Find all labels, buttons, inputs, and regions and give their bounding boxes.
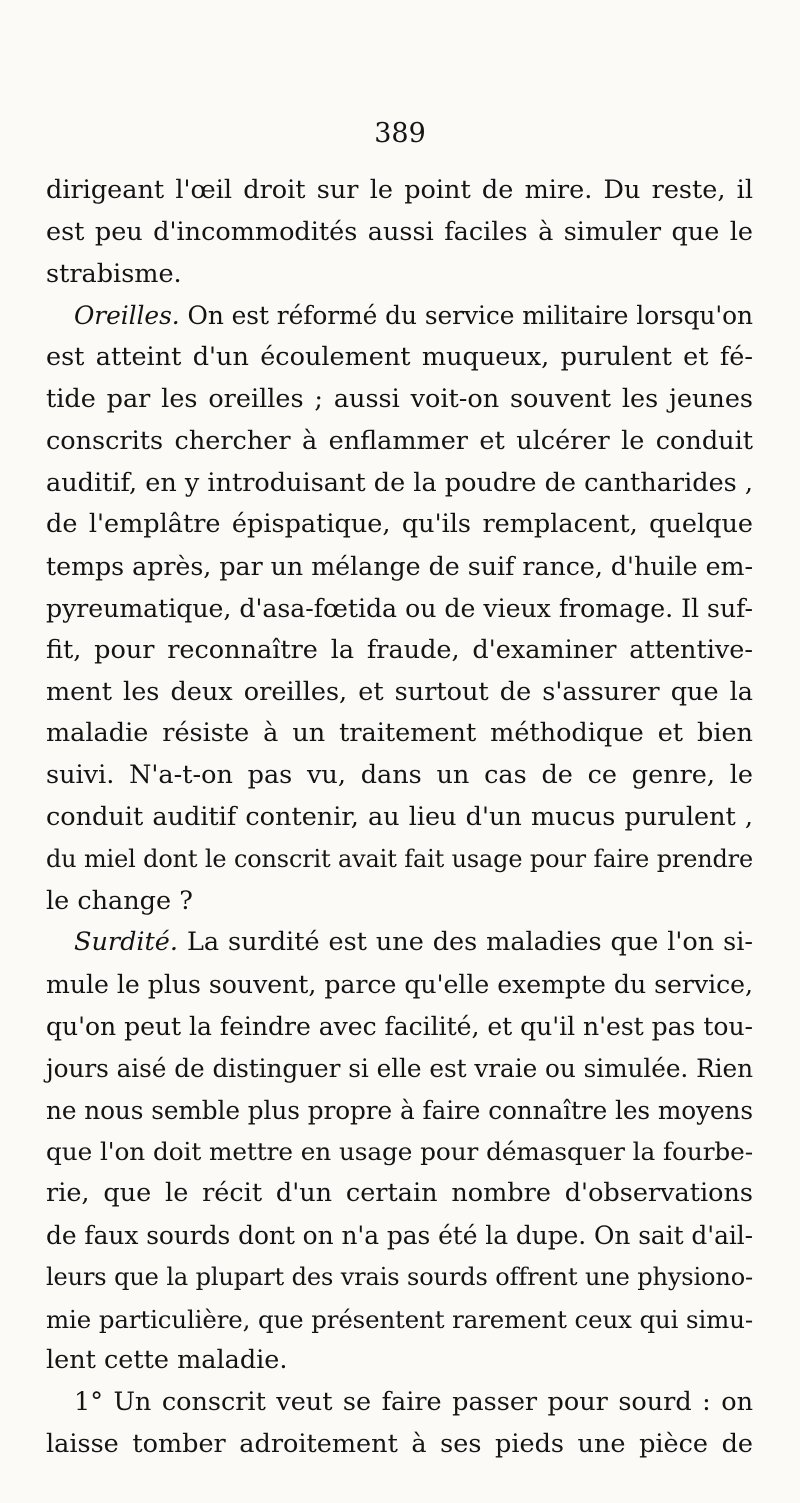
text-line bbox=[46, 295, 753, 337]
text-line: ne nous semble plus propre à faire connaître les moyens bbox=[46, 1095, 753, 1125]
text-line: leurs que la plupart des vrais sourds offrent une physiono- bbox=[46, 1262, 753, 1291]
text-line: du miel dont le conscrit avait fait usage pour faire prendre bbox=[46, 844, 753, 873]
text-line: que l'on doit mettre en usage pour démasquer la fourbe- bbox=[46, 1137, 753, 1167]
text-line: auditif, en y introduisant de la poudre de cantharides , bbox=[46, 467, 753, 498]
text-line: jours aisé de distinguer si elle est vraie ou simulée. Rien bbox=[46, 1053, 753, 1083]
text-line bbox=[46, 922, 753, 964]
text-line: pyreumatique, d'asa-fœtida ou de vieux fromage. Il suf- bbox=[46, 593, 753, 623]
text-line: rie, que le récit d'un certain nombre d'observations bbox=[46, 1178, 753, 1209]
text-line-rest: La surdité est une des maladies que l'on si- bbox=[178, 927, 753, 958]
text-line: mie particulière, que présentent rarement ceux qui simu- bbox=[46, 1304, 753, 1334]
text-line-rest: On est réformé du service militaire lorsqu'on bbox=[179, 301, 753, 331]
body-text bbox=[46, 170, 753, 1466]
text-line: mule le plus souvent, parce qu'elle exempte du service, bbox=[46, 970, 753, 1000]
page-number: 389 bbox=[374, 118, 426, 149]
text-line: strabisme. bbox=[46, 258, 182, 289]
text-line: laisse tomber adroitement à ses pieds une pièce de bbox=[46, 1428, 753, 1459]
text-line: fit, pour reconnaître la fraude, d'examiner attentive- bbox=[46, 634, 753, 665]
section-heading-oreilles: Oreilles. bbox=[74, 301, 180, 331]
text-line: le change ? bbox=[46, 885, 193, 916]
text-line: suivi. N'a-t-on pas vu, dans un cas de ce genre, le bbox=[46, 760, 753, 791]
text-line: qu'on peut la feindre avec facilité, et qu'il n'est pas tou- bbox=[46, 1011, 753, 1041]
text-line: ment les deux oreilles, et surtout de s'assurer que la bbox=[46, 676, 753, 707]
text-line: dirigeant l'œil droit sur le point de mire. Du reste, il bbox=[46, 175, 753, 205]
text-line: 1° Un conscrit veut se faire passer pour sourd : on bbox=[74, 1387, 753, 1418]
text-line: de l'emplâtre épispatique, qu'ils remplacent, quelque bbox=[46, 509, 753, 540]
text-line: conduit auditif contenir, au lieu d'un mucus purulent , bbox=[46, 801, 753, 832]
text-line: est atteint d'un écoulement muqueux, purulent et fé- bbox=[46, 342, 753, 373]
text-line: tide par les oreilles ; aussi voit-on souvent les jeunes bbox=[46, 383, 753, 414]
text-line: de faux sourds dont on n'a pas été la dupe. On sait d'ail- bbox=[46, 1220, 753, 1250]
section-heading-surdite: Surdité. bbox=[74, 927, 179, 958]
text-line: est peu d'incommodités aussi faciles à simuler que le bbox=[46, 216, 753, 247]
text-line: temps après, par un mélange de suif rance, d'huile em- bbox=[46, 552, 753, 582]
text-line: conscrits chercher à enflammer et ulcérer le conduit bbox=[46, 425, 753, 456]
text-line: maladie résiste à un traitement méthodique et bien bbox=[46, 718, 753, 749]
text-line: lent cette maladie. bbox=[46, 1345, 288, 1376]
